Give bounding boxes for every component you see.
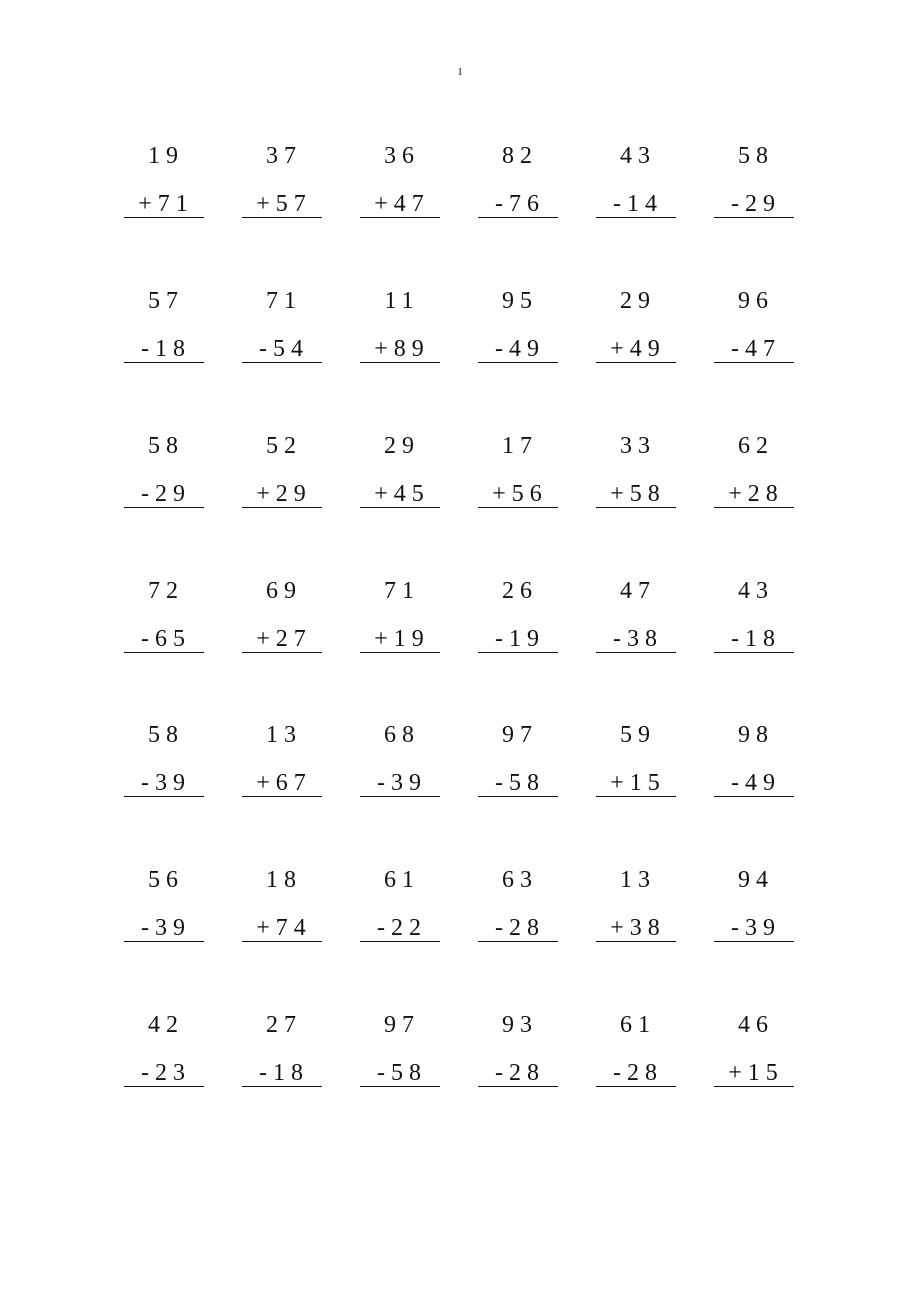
bottom-operand: -22 xyxy=(377,915,427,941)
answer-line xyxy=(596,217,676,218)
answer-line xyxy=(242,652,322,653)
top-operand: 56 xyxy=(148,867,184,893)
answer-line xyxy=(714,796,794,797)
bottom-operand: +49 xyxy=(610,336,666,362)
top-operand: 58 xyxy=(738,143,774,169)
bottom-operand: -58 xyxy=(377,1060,427,1086)
bottom-operand: +58 xyxy=(610,481,666,507)
top-operand: 13 xyxy=(266,722,302,748)
bottom-operand: -18 xyxy=(731,626,781,652)
bottom-operand: -23 xyxy=(141,1060,191,1086)
bottom-operand: -39 xyxy=(141,915,191,941)
bottom-operand: -28 xyxy=(495,1060,545,1086)
top-operand: 46 xyxy=(738,1012,774,1038)
answer-line xyxy=(596,941,676,942)
answer-line xyxy=(714,1086,794,1087)
answer-line xyxy=(478,507,558,508)
top-operand: 98 xyxy=(738,722,774,748)
answer-line xyxy=(242,217,322,218)
bottom-operand: +89 xyxy=(374,336,430,362)
top-operand: 18 xyxy=(266,867,302,893)
answer-line xyxy=(478,941,558,942)
answer-line xyxy=(124,1086,204,1087)
top-operand: 61 xyxy=(384,867,420,893)
bottom-operand: -54 xyxy=(259,336,309,362)
bottom-operand: -18 xyxy=(259,1060,309,1086)
bottom-operand: +57 xyxy=(256,191,312,217)
bottom-operand: +29 xyxy=(256,481,312,507)
top-operand: 96 xyxy=(738,288,774,314)
answer-line xyxy=(360,1086,440,1087)
answer-line xyxy=(360,217,440,218)
top-operand: 72 xyxy=(148,578,184,604)
bottom-operand: -28 xyxy=(495,915,545,941)
page-number: 1 xyxy=(457,66,463,78)
answer-line xyxy=(596,652,676,653)
answer-line xyxy=(124,941,204,942)
bottom-operand: -28 xyxy=(613,1060,663,1086)
answer-line xyxy=(714,941,794,942)
bottom-operand: +67 xyxy=(256,770,312,796)
bottom-operand: +15 xyxy=(728,1060,784,1086)
bottom-operand: -39 xyxy=(731,915,781,941)
answer-line xyxy=(596,1086,676,1087)
top-operand: 13 xyxy=(620,867,656,893)
bottom-operand: +47 xyxy=(374,191,430,217)
bottom-operand: +38 xyxy=(610,915,666,941)
answer-line xyxy=(242,941,322,942)
answer-line xyxy=(478,1086,558,1087)
top-operand: 97 xyxy=(384,1012,420,1038)
answer-line xyxy=(596,796,676,797)
top-operand: 29 xyxy=(620,288,656,314)
bottom-operand: +74 xyxy=(256,915,312,941)
bottom-operand: -49 xyxy=(495,336,545,362)
answer-line xyxy=(360,507,440,508)
bottom-operand: +28 xyxy=(728,481,784,507)
top-operand: 69 xyxy=(266,578,302,604)
answer-line xyxy=(124,796,204,797)
top-operand: 82 xyxy=(502,143,538,169)
bottom-operand: +19 xyxy=(374,626,430,652)
top-operand: 58 xyxy=(148,433,184,459)
bottom-operand: +45 xyxy=(374,481,430,507)
answer-line xyxy=(478,652,558,653)
answer-line xyxy=(478,217,558,218)
answer-line xyxy=(360,796,440,797)
bottom-operand: -65 xyxy=(141,626,191,652)
bottom-operand: -18 xyxy=(141,336,191,362)
top-operand: 71 xyxy=(266,288,302,314)
top-operand: 37 xyxy=(266,143,302,169)
bottom-operand: +15 xyxy=(610,770,666,796)
bottom-operand: -19 xyxy=(495,626,545,652)
top-operand: 43 xyxy=(738,578,774,604)
bottom-operand: -47 xyxy=(731,336,781,362)
answer-line xyxy=(124,507,204,508)
top-operand: 43 xyxy=(620,143,656,169)
answer-line xyxy=(478,796,558,797)
bottom-operand: +56 xyxy=(492,481,548,507)
answer-line xyxy=(714,217,794,218)
bottom-operand: -49 xyxy=(731,770,781,796)
bottom-operand: -39 xyxy=(141,770,191,796)
bottom-operand: -38 xyxy=(613,626,663,652)
top-operand: 26 xyxy=(502,578,538,604)
answer-line xyxy=(242,507,322,508)
top-operand: 93 xyxy=(502,1012,538,1038)
top-operand: 95 xyxy=(502,288,538,314)
top-operand: 57 xyxy=(148,288,184,314)
top-operand: 36 xyxy=(384,143,420,169)
top-operand: 27 xyxy=(266,1012,302,1038)
answer-line xyxy=(124,217,204,218)
top-operand: 97 xyxy=(502,722,538,748)
bottom-operand: +27 xyxy=(256,626,312,652)
top-operand: 11 xyxy=(384,288,420,314)
bottom-operand: -29 xyxy=(731,191,781,217)
answer-line xyxy=(714,507,794,508)
answer-line xyxy=(596,362,676,363)
answer-line xyxy=(242,362,322,363)
top-operand: 33 xyxy=(620,433,656,459)
answer-line xyxy=(242,796,322,797)
bottom-operand: +71 xyxy=(138,191,194,217)
top-operand: 71 xyxy=(384,578,420,604)
answer-line xyxy=(360,652,440,653)
top-operand: 58 xyxy=(148,722,184,748)
answer-line xyxy=(714,362,794,363)
bottom-operand: -14 xyxy=(613,191,663,217)
answer-line xyxy=(242,1086,322,1087)
answer-line xyxy=(714,652,794,653)
top-operand: 62 xyxy=(738,433,774,459)
top-operand: 19 xyxy=(148,143,184,169)
answer-line xyxy=(124,652,204,653)
answer-line xyxy=(124,362,204,363)
top-operand: 94 xyxy=(738,867,774,893)
bottom-operand: -39 xyxy=(377,770,427,796)
bottom-operand: -76 xyxy=(495,191,545,217)
top-operand: 47 xyxy=(620,578,656,604)
answer-line xyxy=(360,362,440,363)
bottom-operand: -58 xyxy=(495,770,545,796)
top-operand: 61 xyxy=(620,1012,656,1038)
top-operand: 59 xyxy=(620,722,656,748)
top-operand: 42 xyxy=(148,1012,184,1038)
answer-line xyxy=(596,507,676,508)
answer-line xyxy=(360,941,440,942)
top-operand: 68 xyxy=(384,722,420,748)
bottom-operand: -29 xyxy=(141,481,191,507)
answer-line xyxy=(478,362,558,363)
top-operand: 17 xyxy=(502,433,538,459)
top-operand: 52 xyxy=(266,433,302,459)
top-operand: 29 xyxy=(384,433,420,459)
top-operand: 63 xyxy=(502,867,538,893)
